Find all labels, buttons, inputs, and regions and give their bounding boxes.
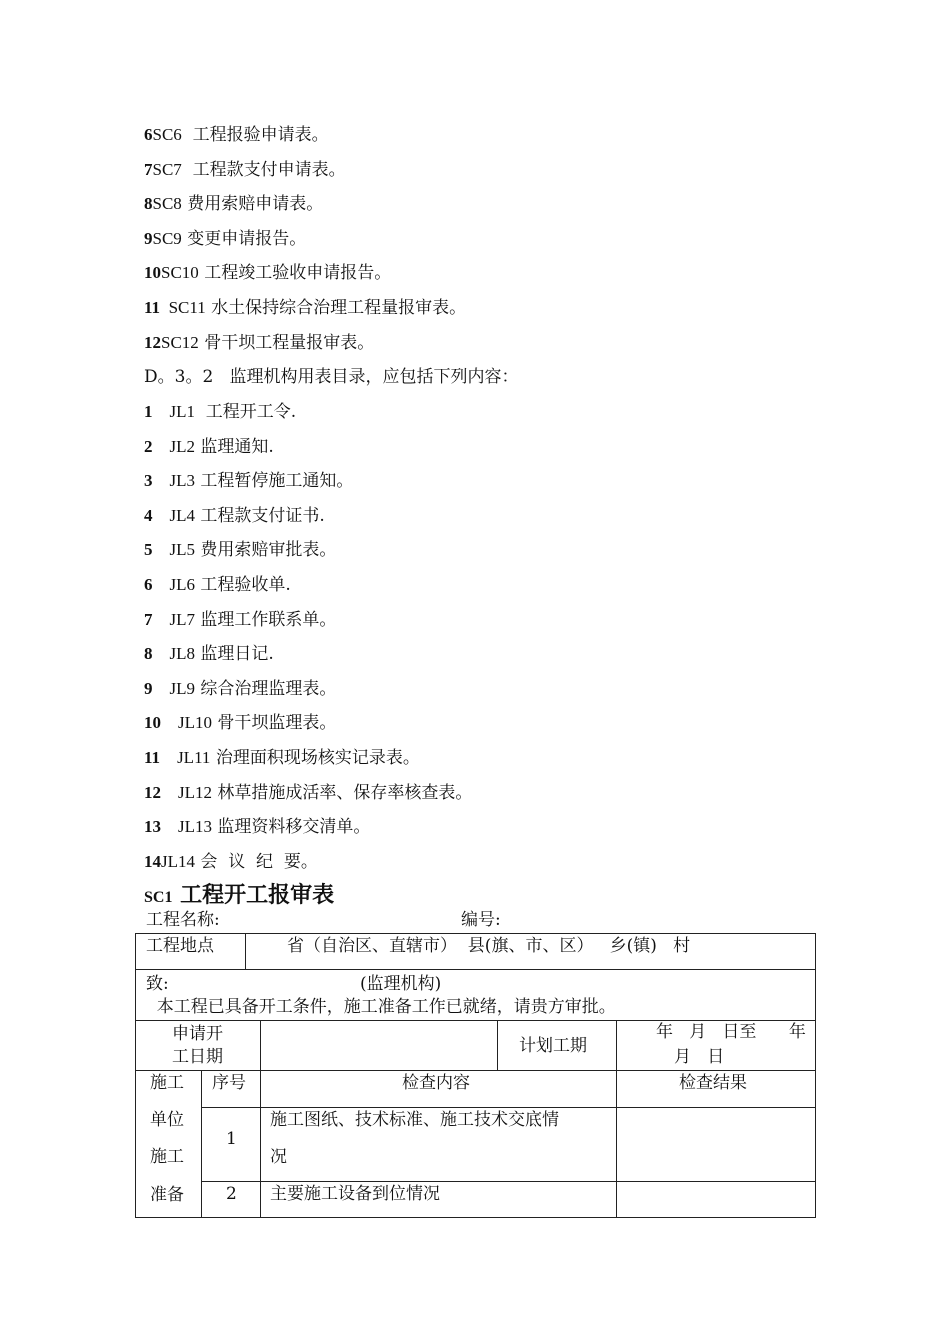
seq-header: 序号 bbox=[212, 1073, 246, 1093]
content-header: 检查内容 bbox=[402, 1073, 470, 1093]
list-item bbox=[144, 747, 420, 769]
row-content: 况 bbox=[270, 1147, 287, 1167]
table-divider bbox=[497, 1020, 498, 1070]
item-code: SC8 bbox=[152, 194, 182, 214]
list-item bbox=[144, 505, 325, 527]
item-text: 治理面积现场核实记录表。 bbox=[210, 748, 420, 768]
item-text: 工程暂停施工通知。 bbox=[195, 471, 354, 492]
plan-period-value: 月 日 bbox=[674, 1047, 725, 1067]
row-seq: 1 bbox=[226, 1129, 237, 1149]
item-number: 9 bbox=[144, 228, 153, 248]
item-text: 工程报验申请表。 bbox=[181, 125, 329, 145]
supervision-org: (监理机构) bbox=[360, 974, 442, 994]
form-title-text: 工程开工报审表 bbox=[172, 882, 335, 908]
item-text: 工程款支付申请表。 bbox=[181, 159, 346, 180]
list-item bbox=[144, 470, 353, 492]
list-item bbox=[144, 436, 274, 458]
location-label: 工程地点 bbox=[146, 936, 214, 956]
item-text: 会 议 纪 要。 bbox=[195, 851, 318, 872]
number-label: 编号: bbox=[461, 910, 501, 930]
item-number: 13 bbox=[144, 817, 161, 837]
list-item bbox=[144, 193, 323, 215]
form-title-code: SC1 bbox=[144, 889, 173, 906]
item-number: 12 bbox=[144, 332, 161, 352]
list-item bbox=[144, 539, 336, 561]
apply-date-label: 工日期 bbox=[172, 1047, 223, 1067]
item-code: SC12 bbox=[161, 332, 199, 352]
item-number: 11 bbox=[144, 748, 161, 767]
list-item bbox=[144, 851, 318, 873]
item-code: JL6 bbox=[152, 575, 195, 594]
side-label: 单位 bbox=[150, 1110, 184, 1130]
item-number: 1 bbox=[144, 402, 153, 421]
location-value: 省（自治区、直辖市） 县(旗、市、区） 乡(镇) 村 bbox=[287, 936, 691, 956]
item-number: 9 bbox=[144, 678, 153, 698]
item-code: JL14 bbox=[161, 851, 195, 871]
list-item bbox=[144, 574, 291, 596]
item-number: 8 bbox=[144, 644, 153, 664]
item-code: SC7 bbox=[152, 159, 182, 179]
item-text: 监理工作联系单。 bbox=[195, 609, 337, 630]
item-code: JL7 bbox=[152, 609, 195, 629]
row-seq: 2 bbox=[226, 1184, 237, 1204]
table-divider bbox=[201, 1181, 816, 1182]
list-item bbox=[144, 262, 391, 284]
item-code: SC9 bbox=[152, 228, 182, 248]
item-text: 工程验收单. bbox=[195, 575, 291, 595]
item-number: 3 bbox=[144, 471, 153, 491]
item-text: 工程竣工验收申请报告。 bbox=[198, 263, 392, 284]
item-text: 工程款支付证书. bbox=[195, 505, 325, 526]
item-text: 工程开工令. bbox=[195, 402, 297, 422]
item-code: SC10 bbox=[161, 263, 199, 283]
item-text: 监理通知. bbox=[195, 436, 274, 457]
list-item bbox=[144, 159, 346, 181]
item-code: JL1 bbox=[152, 402, 195, 421]
list-item bbox=[144, 712, 336, 734]
item-number: 5 bbox=[144, 540, 153, 560]
jl-section-heading: D。3。2 监理机构用表目录，应包括下列内容： bbox=[144, 367, 519, 387]
plan-period-label: 计划工期 bbox=[519, 1036, 587, 1056]
item-number: 4 bbox=[144, 505, 153, 525]
item-number: 7 bbox=[144, 609, 153, 629]
row-content: 主要施工设备到位情况 bbox=[270, 1184, 440, 1204]
form-title bbox=[144, 881, 334, 912]
item-code: SC11 bbox=[160, 298, 206, 317]
plan-period-value: 年 月 日至 年 bbox=[656, 1022, 806, 1042]
table-divider bbox=[135, 1070, 816, 1071]
item-number: 6 bbox=[144, 575, 153, 594]
item-text: 水土保持综合治理工程量报审表。 bbox=[205, 298, 467, 318]
item-number: 10 bbox=[144, 713, 161, 733]
list-item bbox=[144, 124, 329, 146]
item-code: JL10 bbox=[161, 713, 212, 733]
list-item bbox=[144, 782, 472, 804]
item-code: JL5 bbox=[152, 540, 195, 560]
list-item bbox=[144, 816, 370, 838]
list-item bbox=[144, 297, 466, 319]
list-item bbox=[144, 643, 274, 665]
item-text: 骨干坝监理表。 bbox=[212, 713, 337, 734]
application-statement: 本工程已具备开工条件，施工准备工作已就绪，请贵方审批。 bbox=[146, 997, 616, 1017]
item-number: 6 bbox=[144, 125, 153, 144]
side-label: 准备 bbox=[150, 1185, 184, 1205]
table-divider bbox=[245, 933, 246, 969]
table-divider bbox=[201, 1070, 202, 1218]
side-label: 施工 bbox=[150, 1147, 184, 1167]
item-number: 7 bbox=[144, 159, 153, 179]
project-name-label: 工程名称: bbox=[146, 910, 220, 930]
item-text: 费用索赔审批表。 bbox=[195, 540, 337, 561]
list-item bbox=[144, 609, 336, 631]
item-code: JL11 bbox=[160, 748, 211, 767]
item-number: 14 bbox=[144, 851, 161, 871]
apply-date-label: 申请开 bbox=[172, 1024, 223, 1044]
item-code: JL8 bbox=[152, 644, 195, 664]
to-label: 致: bbox=[146, 974, 169, 994]
item-text: 骨干坝工程量报审表。 bbox=[198, 332, 375, 353]
table-divider bbox=[260, 1020, 261, 1218]
list-item bbox=[144, 401, 296, 423]
item-text: 林草措施成活率、保存率核查表。 bbox=[212, 782, 473, 803]
item-text: 费用索赔申请表。 bbox=[181, 194, 324, 215]
list-item bbox=[144, 332, 374, 354]
item-code: JL13 bbox=[161, 817, 212, 837]
item-text: 监理日记. bbox=[195, 644, 274, 665]
item-number: 10 bbox=[144, 263, 161, 283]
item-code: JL2 bbox=[152, 436, 195, 456]
table-divider bbox=[135, 969, 816, 970]
item-number: 8 bbox=[144, 194, 153, 214]
item-text: 监理资料移交清单。 bbox=[212, 817, 371, 838]
item-code: JL9 bbox=[152, 678, 195, 698]
table-divider bbox=[616, 1020, 617, 1218]
item-text: 变更申请报告。 bbox=[181, 228, 307, 249]
item-number: 2 bbox=[144, 436, 153, 456]
side-label: 施工 bbox=[150, 1073, 184, 1093]
list-item bbox=[144, 228, 306, 250]
table-divider bbox=[201, 1107, 816, 1108]
list-item bbox=[144, 678, 336, 700]
item-code: JL3 bbox=[152, 471, 195, 491]
item-text: 综合治理监理表。 bbox=[195, 678, 337, 699]
item-code: JL4 bbox=[152, 505, 195, 525]
item-code: JL12 bbox=[161, 782, 212, 802]
item-number: 12 bbox=[144, 782, 161, 802]
item-number: 11 bbox=[144, 298, 161, 317]
item-code: SC6 bbox=[152, 125, 182, 144]
row-content: 施工图纸、技术标准、施工技术交底情 bbox=[270, 1110, 559, 1130]
result-header: 检查结果 bbox=[679, 1073, 747, 1093]
